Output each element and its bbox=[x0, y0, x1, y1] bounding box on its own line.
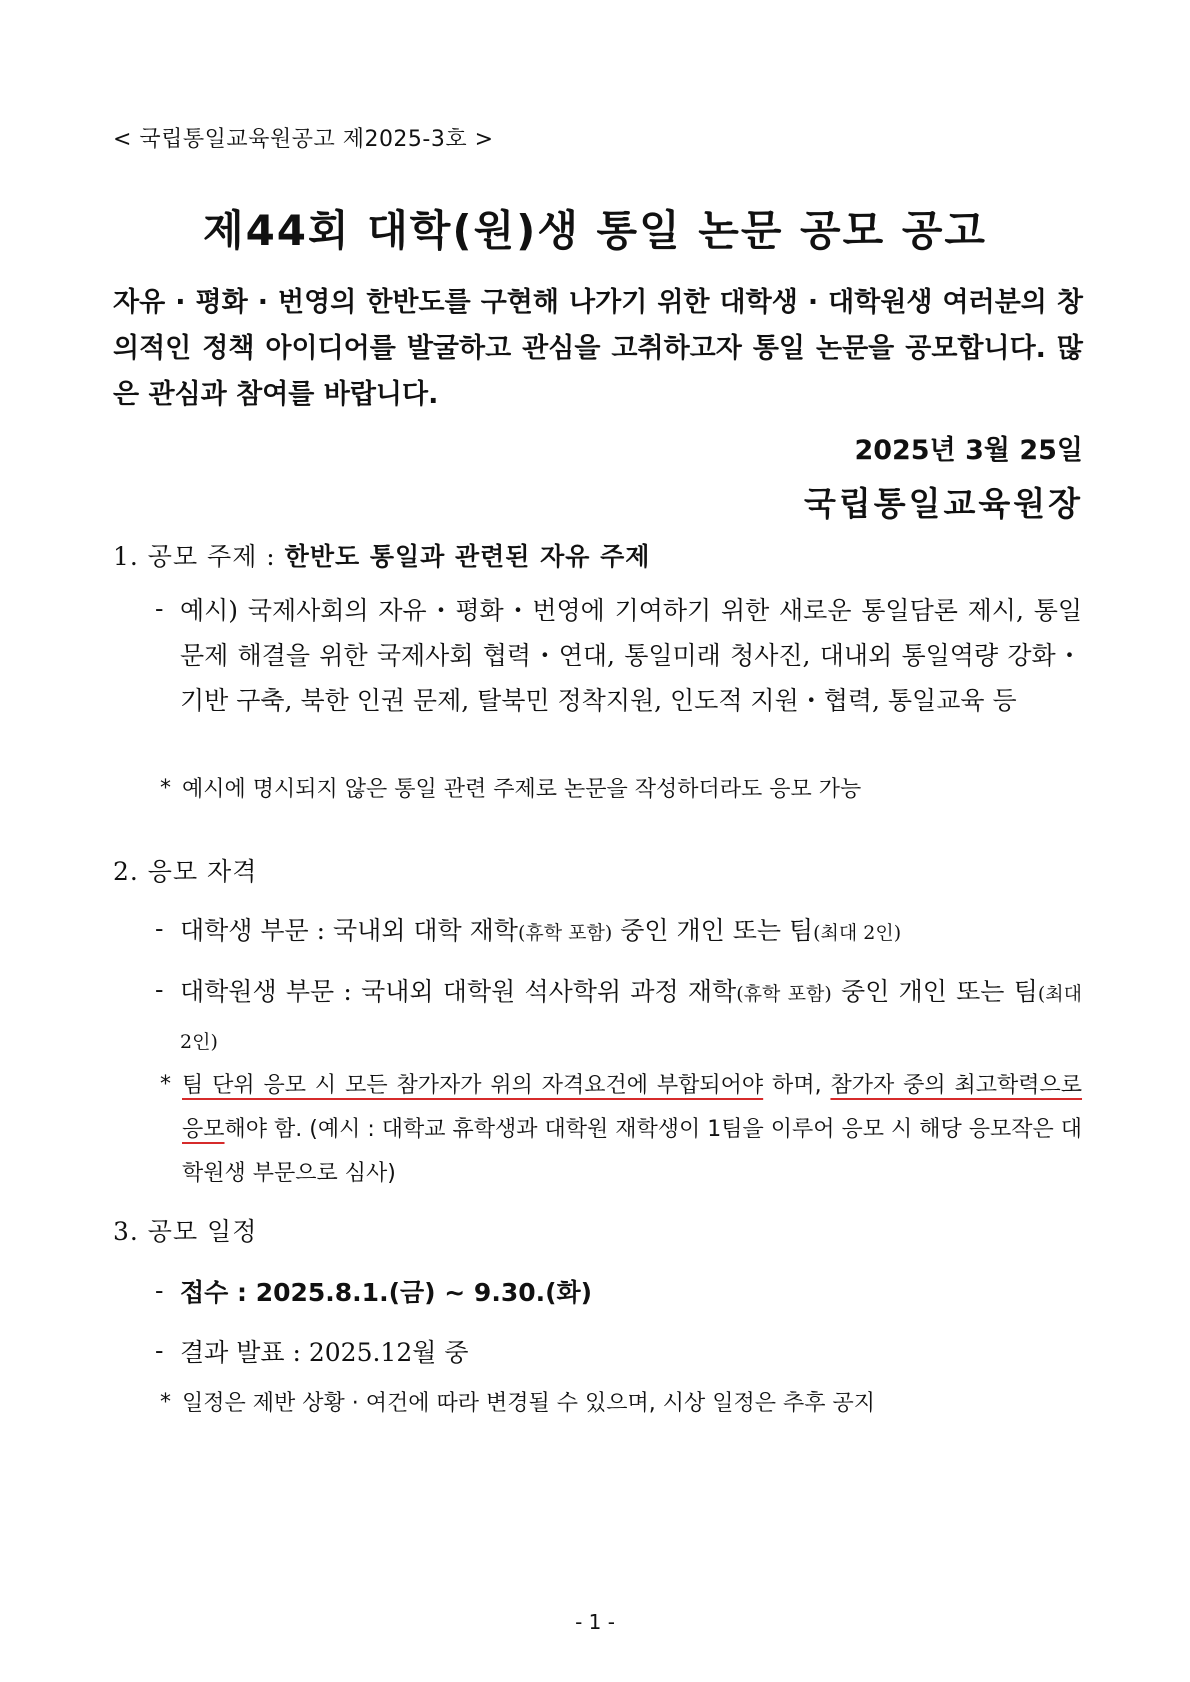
section-3-dash-result: - bbox=[155, 1336, 164, 1365]
section-1-dash: - bbox=[155, 594, 164, 623]
notice-date: 2025년 3월 25일 bbox=[854, 435, 1083, 466]
section-1-topic: 한반도 통일과 관련된 자유 주제 bbox=[284, 542, 651, 571]
section-2-note-star: * bbox=[160, 1072, 171, 1097]
note-text-1: 하며, bbox=[763, 1073, 831, 1098]
section-3-dash-receipt: - bbox=[155, 1276, 164, 1305]
result-announcement: 결과 발표 : 2025.12월 중 bbox=[180, 1338, 469, 1367]
section-2-dash-undergrad: - bbox=[155, 914, 164, 943]
undergrad-paren-leave: (휴학 포함) bbox=[517, 922, 613, 944]
grad-paren-max: (최대 2인) bbox=[180, 983, 1082, 1053]
undergrad-paren-max: (최대 2인) bbox=[813, 922, 902, 944]
page-title: 제44회 대학(원)생 통일 논문 공모 공고 bbox=[203, 206, 987, 255]
undergrad-eligibility bbox=[180, 908, 1082, 956]
section-1-heading bbox=[113, 537, 650, 573]
grad-eligibility bbox=[180, 969, 1082, 1065]
note-underlined-1: 팀 단위 응모 시 모든 참가자가 위의 자격요건에 부합되어야 bbox=[182, 1073, 764, 1098]
signer: 국립통일교육원장 bbox=[803, 484, 1083, 523]
section-1-note: 예시에 명시되지 않은 통일 관련 주제로 논문을 작성하더라도 응모 가능 bbox=[182, 777, 862, 802]
note-underlined-2: 참가자 중의 최고학력으로 응모 bbox=[182, 1073, 1083, 1142]
section-1-note-star: * bbox=[160, 776, 171, 801]
section-1-label: 1. 공모 주제 : bbox=[113, 542, 276, 571]
section-2-dash-grad: - bbox=[155, 975, 164, 1004]
intro-paragraph: 자유 · 평화 · 번영의 한반도를 구현해 나가기 위한 대학생 · 대학원생 여러분의 창의적인 정책 아이디어를 발굴하고 관심을 고취하고자 통일 논문을 공모합니다. 많은 관심과 참여를 바랍니다. bbox=[113, 287, 1083, 410]
section-3-heading: 3. 공모 일정 bbox=[113, 1217, 258, 1246]
section-3-note: 일정은 제반 상황 · 여건에 따라 변경될 수 있으며, 시상 일정은 추후 공지 bbox=[182, 1391, 875, 1416]
notice-number: < 국립통일교육원공고 제2025-3호 > bbox=[113, 127, 494, 152]
receipt-period: 접수 : 2025.8.1.(금) ~ 9.30.(화) bbox=[180, 1278, 593, 1307]
section-1-example: 예시) 국제사회의 자유・평화・번영에 기여하기 위한 새로운 통일담론 제시, 통일 문제 해결을 위한 국제사회 협력・연대, 통일미래 청사진, 대내외 통일역량 강화・기반 구축, 북한 인권 문제, 탈북민 정착지원, 인도적 지원・협력, 통일교육 등 bbox=[180, 596, 1082, 715]
grad-paren-leave: (휴학 포함) bbox=[736, 983, 832, 1005]
undergrad-main: 대학생 부문 : 국내외 대학 재학 bbox=[180, 916, 518, 945]
grad-main: 대학원생 부문 : 국내외 대학원 석사학위 과정 재학 bbox=[180, 977, 737, 1006]
section-3-note-star: * bbox=[160, 1390, 171, 1415]
grad-mid: 중인 개인 또는 팀 bbox=[831, 977, 1038, 1006]
section-2-note bbox=[182, 1064, 1082, 1196]
note-text-2: 해야 함. (예시 : 대학교 휴학생과 대학원 재학생이 1팀을 이루어 응모 시 해당 응모작은 대학원생 부문으로 심사) bbox=[182, 1117, 1082, 1186]
undergrad-mid: 중인 개인 또는 팀 bbox=[612, 916, 814, 945]
page-number: - 1 - bbox=[575, 1610, 615, 1634]
section-2-heading: 2. 응모 자격 bbox=[113, 857, 258, 886]
